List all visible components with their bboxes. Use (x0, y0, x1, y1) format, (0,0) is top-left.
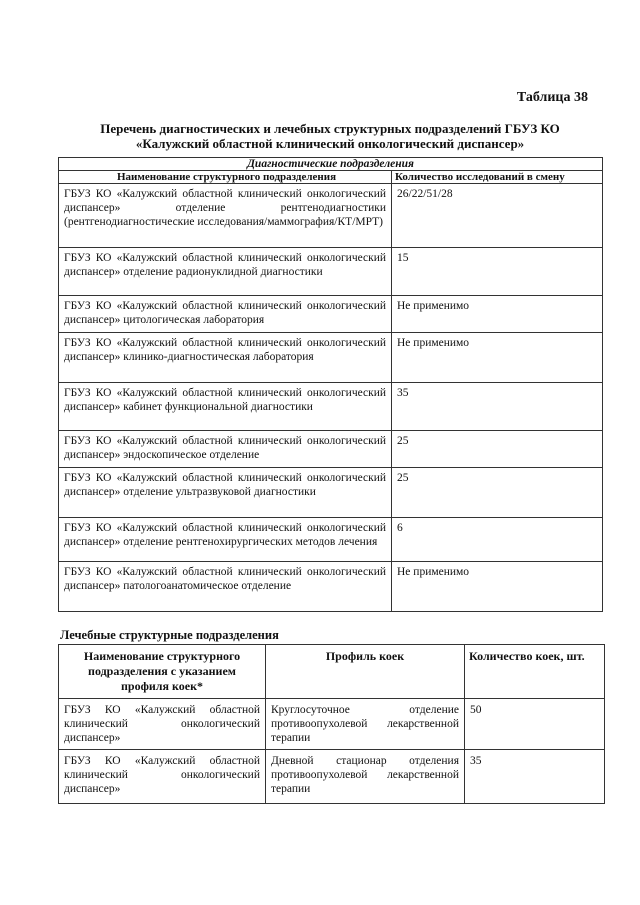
table-row (59, 296, 603, 333)
unit-name: ГБУЗ КО «Калужский областной клинический онкологический диспансер» кабинет функциональной диагностики (59, 383, 392, 431)
table-row (59, 750, 605, 804)
table-row (59, 383, 603, 431)
table-row (59, 248, 603, 296)
bed-profile: Круглосуточное отделение противоопухолевой лекарственной терапии (266, 699, 465, 750)
unit-name: ГБУЗ КО «Калужский областной клинический онкологический диспансер» отделение рентгенодиагностики (рентгенодиагностические исследования/маммография/КТ/МРТ) (59, 184, 392, 248)
table-row (59, 562, 603, 612)
unit-name: ГБУЗ КО «Калужский областной клинический онкологический диспансер» патологоанатомическое отделение (59, 562, 392, 612)
bed-count: 50 (465, 699, 605, 750)
bed-profile: Дневной стационар отделения противоопухолевой лекарственной терапии (266, 750, 465, 804)
unit-count: 35 (392, 383, 603, 431)
unit-name: ГБУЗ КО «Калужский областной клинический онкологический диспансер» отделение ультразвуковой диагностики (59, 468, 392, 518)
table-label: Таблица 38 (516, 90, 588, 105)
unit-name: ГБУЗ КО «Калужский областной клинический онкологический диспансер» клинико-диагностическая лаборатория (59, 333, 392, 383)
unit-count: 25 (392, 468, 603, 518)
treatment-section-title: Лечебные структурные подразделения (60, 628, 279, 642)
unit-count: 25 (392, 431, 603, 468)
table-row (59, 518, 603, 562)
table-row (59, 468, 603, 518)
treatment-units-table (58, 644, 605, 804)
unit-count: Не применимо (392, 333, 603, 383)
diagnostic-units-table (58, 157, 603, 612)
table-row (59, 333, 603, 383)
column-header-unit: Наименование структурного подразделения с указанием профиля коек* (59, 645, 266, 699)
table-row (59, 699, 605, 750)
unit-count: 26/22/51/28 (392, 184, 603, 248)
unit-count: Не применимо (392, 296, 603, 333)
document-title (60, 121, 600, 151)
column-header-beds: Количество коек, шт. (465, 645, 605, 699)
unit-name: ГБУЗ КО «Калужский областной клинический онкологический диспансер» (59, 750, 266, 804)
title-line-2: «Калужский областной клинический онкологический диспансер» (135, 136, 525, 151)
unit-count: 15 (392, 248, 603, 296)
unit-count: 6 (392, 518, 603, 562)
table-row (59, 431, 603, 468)
table-row (59, 184, 603, 248)
unit-name: ГБУЗ КО «Калужский областной клинический онкологический диспансер» цитологическая лаборатория (59, 296, 392, 333)
diagnostic-section-header: Диагностические подразделения (59, 158, 603, 171)
unit-count: Не применимо (392, 562, 603, 612)
column-header-count: Количество исследований в смену (392, 171, 603, 184)
bed-count: 35 (465, 750, 605, 804)
title-line-1: Перечень диагностических и лечебных структурных подразделений ГБУЗ КО (100, 121, 560, 136)
unit-name: ГБУЗ КО «Калужский областной клинический онкологический диспансер» отделение рентгенохирургических методов лечения (59, 518, 392, 562)
unit-name: ГБУЗ КО «Калужский областной клинический онкологический диспансер» (59, 699, 266, 750)
unit-name: ГБУЗ КО «Калужский областной клинический онкологический диспансер» эндоскопическое отделение (59, 431, 392, 468)
column-header-name: Наименование структурного подразделения (59, 171, 392, 184)
column-header-profile: Профиль коек (266, 645, 465, 699)
unit-name: ГБУЗ КО «Калужский областной клинический онкологический диспансер» отделение радионуклидной диагностики (59, 248, 392, 296)
